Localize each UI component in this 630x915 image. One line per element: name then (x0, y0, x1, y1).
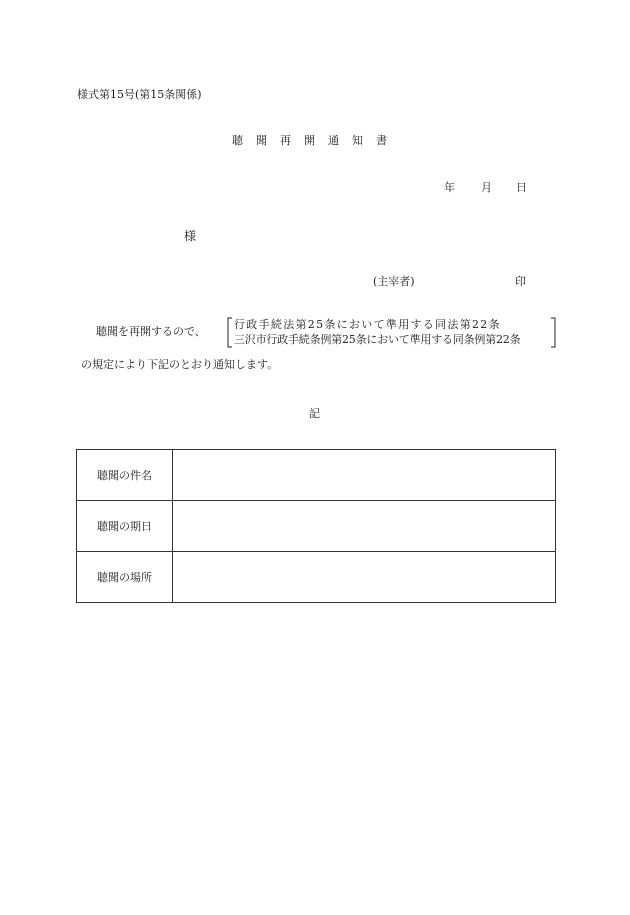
hearing-subject-value (173, 450, 556, 501)
notice-intro: 聴聞を再開するので、 (96, 325, 206, 338)
addressee-honorific: 様 (184, 229, 197, 243)
table-row (77, 501, 556, 552)
date-month-label: 月 (481, 181, 492, 194)
hearing-subject-label: 聴聞の件名 (77, 450, 173, 501)
law-option-ordinance: 三沢市行政手続条例第25条において準用する同条例第22条 (234, 333, 521, 346)
hearing-date-value (173, 501, 556, 552)
date-year-label: 年 (444, 181, 455, 194)
hearing-date-label: 聴聞の期日 (77, 501, 173, 552)
table-row (77, 450, 556, 501)
record-heading: 記 (309, 407, 320, 420)
seal-label: 印 (515, 275, 526, 288)
law-option-act: 行政手続法第25条において準用する同法第22条 (234, 318, 501, 331)
notice-intro-tail: の規定により下記のとおり通知します。 (81, 358, 279, 371)
hearing-details-table (76, 449, 556, 603)
date-day-label: 日 (516, 181, 527, 194)
form-number: 様式第15号(第15条関係) (77, 88, 202, 101)
hearing-place-value (173, 552, 556, 603)
table-row (77, 552, 556, 603)
hearing-place-label: 聴聞の場所 (77, 552, 173, 603)
organizer-label: (主宰者) (373, 275, 415, 288)
document-title: 聴聞再開通知書 (232, 134, 400, 147)
